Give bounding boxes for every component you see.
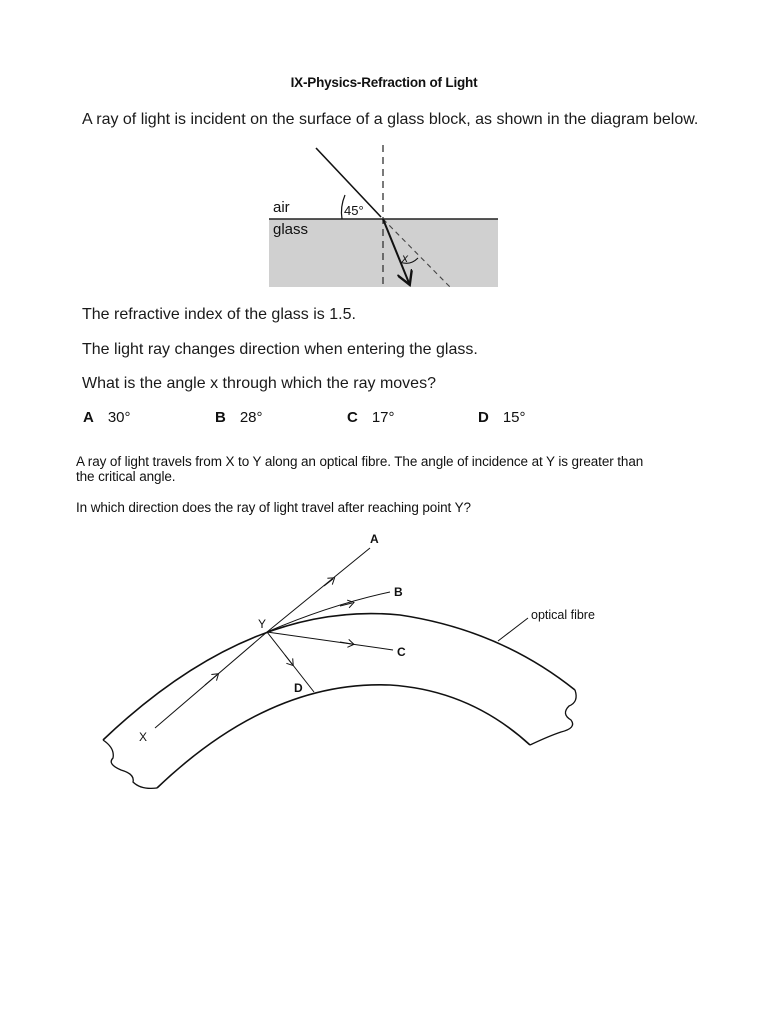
option-c: C 17° [347,409,395,426]
q1-refractive-index: The refractive index of the glass is 1.5. [82,306,356,323]
option-b: B 28° [215,409,263,426]
label-angle-x: x [402,251,408,265]
label-x: X [139,730,148,744]
label-c: C [397,645,406,659]
fibre-left-end [103,740,157,788]
ray-d-arrow [285,655,292,664]
option-a: A 30° [83,409,131,426]
label-glass: glass [273,221,309,238]
fibre-label-pointer [498,618,528,641]
q2-question: In which direction does the ray of light travel after reaching point Y? [76,500,471,515]
q1-change: The light ray changes direction when entering the glass. [82,341,478,358]
fibre-outer-wall [103,614,575,740]
label-air: air [273,199,290,216]
q1-intro: A ray of light is incident on the surface of a glass block, as shown in the diagram below. [82,111,699,128]
label-optical-fibre: optical fibre [531,608,595,622]
page-title: IX-Physics-Refraction of Light [290,75,478,90]
label-angle-45: 45° [344,203,364,218]
ray-c [267,632,393,650]
ray-a-arrow [324,579,333,586]
label-b: B [394,585,403,599]
ray-xy-arrow [205,675,217,685]
option-d: D 15° [478,409,526,426]
label-d: D [294,681,303,695]
q2-intro-line2: the critical angle. [76,469,176,484]
fibre-right-end [530,690,576,745]
fibre-inner-wall [157,685,530,788]
label-y: Y [258,617,267,631]
q1-question: What is the angle x through which the ray moves? [82,375,436,392]
ray-a [267,548,370,632]
label-a: A [370,532,379,546]
q2-intro-line1: A ray of light travels from X to Y along an optical fibre. The angle of incidence at Y is greater than [76,454,644,469]
